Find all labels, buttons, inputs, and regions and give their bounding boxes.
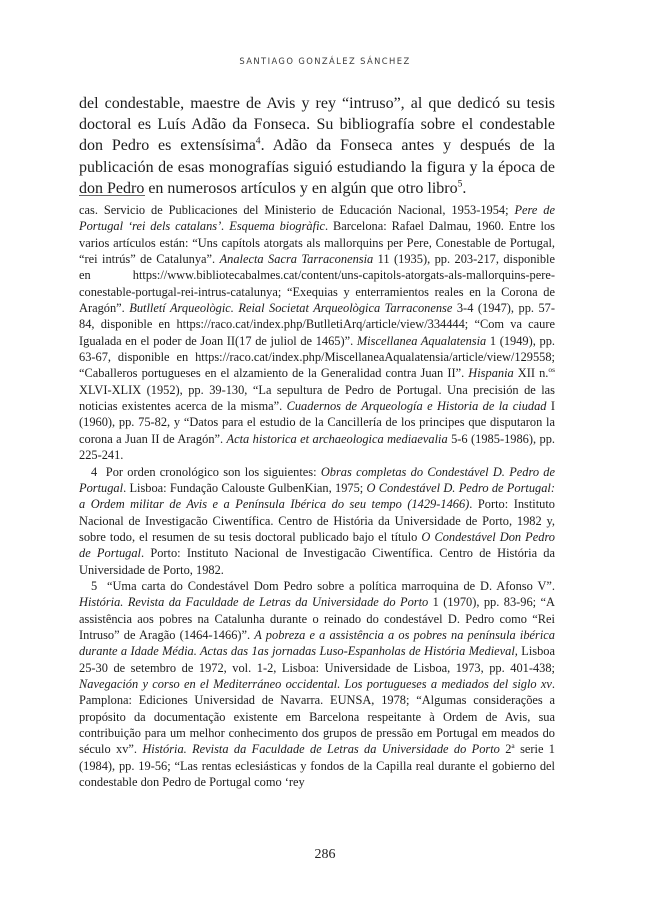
note-title: Obras completas do Condestável D. Pedro de Portugal — [79, 464, 555, 495]
note-text: “Uma carta do Condestável Dom Pedro sobre a política marroquina de D. Afonso V”. — [106, 578, 555, 593]
note-title: Butlletí Arqueològic. Reial Societat Arqueològica Tarraconense — [129, 301, 453, 316]
note-superscript: a — [511, 741, 515, 751]
note-text: . Porto: Instituto Nacional de Investigacão Ciwentífica. Centro de História da Universidade de Porto, 1982 y, sobre todo, el resumen de su tesis doctoral publicado bajo el título — [79, 497, 555, 544]
footnotes — [79, 202, 555, 790]
note-text: 2 — [499, 742, 512, 757]
footnote-ref-5[interactable]: 5 — [457, 178, 463, 190]
note-title: Hispania — [468, 366, 514, 381]
note-text: . Barcelona: Rafael Dalmau, 1960. Entre los varios artículos están: “Uns capítols atorgats als mallorquins per Pere, Conestable de Portugal, “rei intrús” de Catalunya”. — [79, 219, 555, 267]
footnote-continued — [79, 202, 555, 464]
note-title: O Condestável D. Pedro de Portugal: a Ordem militar de Avis e a Península Ibérica do seu tempo (1429-1466) — [79, 480, 555, 512]
note-text: 1 (1949), pp. 63-67, disponible en https://raco.cat/index.php/MiscellaneaAqualatensia/article/view/129558; “Caballeros portugueses en el alzamiento de la Generalidad contra Juan II”. — [79, 333, 555, 381]
footnote-number: 5 — [91, 578, 98, 593]
note-text: 1 (1970), pp. 83-96; “A assistência aos pobres na Catalunha durante o reinado do condestável D. Pedro como “Rei Intruso” de Aragão (1464-1466)”. — [79, 595, 556, 642]
body-text-1: del condestable, maestre de Avis y rey “intruso”, al que dedicó su tesis doctoral es Luís Adão da Fonseca. Su bibliografía sobre el condestable don Pedro es extensísima — [79, 95, 555, 155]
note-title: História. Revista da Faculdade de Letras da Universidade do Porto — [142, 742, 500, 757]
footnote-5 — [79, 578, 555, 790]
note-text: XLVI-XLIX (1952), pp. 39-130, “La sepultura de Pedro de Portugal. Una precisión de las noticias existentes acerca de la misma”. — [79, 382, 555, 414]
footnote-separator — [79, 195, 145, 196]
note-title: A pobreza e a assistência a os pobres na península ibérica durante a Idade Média. Actas das 1as jornadas Luso-Espanholas de História Medieval, — [79, 627, 556, 659]
note-text: . Lisboa: Fundação Calouste GulbenKian, 1975; — [123, 480, 367, 495]
note-title: Acta historica et archaeologica mediaevalia — [226, 431, 448, 446]
note-title: Navegación y corso en el Mediterráneo occidental. Los portugueses a mediados del siglo xv — [79, 676, 552, 691]
note-text: XII n. — [513, 366, 549, 381]
note-text: Por orden cronológico son los siguientes: — [105, 464, 321, 479]
footnote-4 — [79, 464, 555, 578]
note-text: . Porto: Instituto Nacional de Investigacão Ciwentífica. Centro de História da Universidade de Porto, 1982. — [79, 546, 555, 577]
note-text: Lisboa 25-30 de setembro de 1972, vol. 1-2, Lisboa: Universidade de Lisboa, 1973, pp. 401-438; — [79, 644, 556, 675]
body-text-3: . — [462, 179, 467, 197]
body-text-2: . Adão da Fonseca antes y después de la publicación de esas monografías siguió estudiando la figura y la época de don Pedro en numerosos artículos y en algún que otro libro — [79, 137, 555, 197]
note-text: 3-4 (1947), pp. 57-84, disponible en https://raco.cat/index.php/ButlletiArq/article/view/334444; “Com va caure Igualada en el poder de Joan II(17 de juliol de 1465)”. — [79, 301, 555, 348]
note-title: Pere de Portugal ‘rei dels catalans’. Esquema biogràfic — [79, 203, 555, 234]
page-number: 286 — [314, 847, 336, 862]
note-text: 11 (1935), pp. 203-217, disponible en https://www.bibliotecabalmes.cat/content/uns-capitols-atorgats-als-mallorquins-pere-conestable-portugal-rei-intrus-catalunya; “Exequias y enterramientos reales en la Corona de Aragón”. — [79, 252, 555, 316]
main-paragraph — [79, 93, 555, 199]
note-title: Cuadernos de Arqueología e Historia de la ciudad — [286, 399, 547, 414]
note-text: . Pamplona: Ediciones Universidad de Navarra. EUNSA, 1978; “Algumas considerações a propósito da documentação existente em Barcelona respeitante à Ordem de Avis, sua contribuição para um melhor conhecimento dos grupos de pressão em Portugal em meados do século xv”. — [79, 676, 555, 757]
note-title: História. Revista da Faculdade de Letras da Universidade do Porto — [79, 595, 429, 610]
footnote-number: 4 — [91, 464, 98, 479]
note-title: Miscellanea Aqualatensia — [356, 333, 487, 348]
footnote-ref-4[interactable]: 4 — [255, 136, 261, 148]
note-title: Analecta Sacra Tarraconensia — [219, 252, 374, 267]
note-text: 5-6 (1985-1986), pp. 225-241. — [79, 431, 555, 463]
note-superscript: os — [548, 365, 555, 375]
running-head: SANTIAGO GONZÁLEZ SÁNCHEZ — [239, 56, 411, 66]
note-text: serie 1 (1984), pp. 19-56; “Las rentas eclesiásticas y fondos de la Capilla real durante el gobierno del condestable don Pedro de Portugal como ‘rey — [79, 742, 556, 790]
note-text: cas. Servicio de Publicaciones del Ministerio de Educación Nacional, 1953-1954; — [79, 203, 515, 217]
note-title: O Condestável Don Pedro de Portugal — [79, 529, 556, 561]
note-text: I (1960), pp. 75-82, y “Datos para el estudio de la Cancillería de los principes que disputaron la corona a Juan II de Aragón”. — [79, 399, 555, 446]
